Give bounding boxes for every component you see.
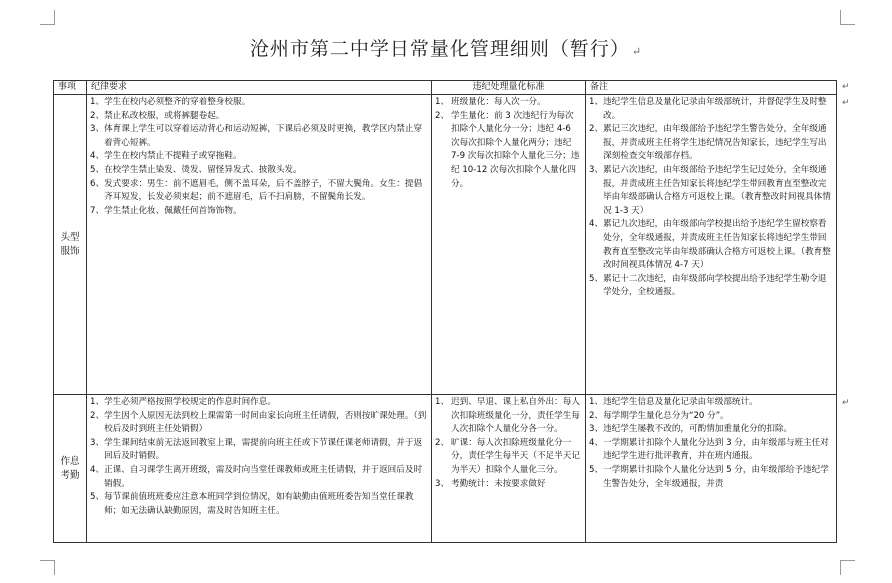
item-number: 2、 xyxy=(435,437,450,448)
list-item xyxy=(90,123,428,150)
item-text: 迟到、早退、课上私自外出：每人次扣除班级量化一分，责任学生每人次扣除个人量化分各一分。 xyxy=(451,397,580,435)
item-number: 4、 xyxy=(90,151,105,162)
item-text: 一学期累计扣除个人量化分达到 5 分，由年级部给予违纪学生警告处分，全年级通报，并责 xyxy=(603,464,829,489)
item-number: 1、 xyxy=(589,97,604,107)
table-row xyxy=(54,395,837,543)
item-text: 体育课上学生可以穿着运动背心和运动短裤，下课后必须及时更换，教学区内禁止穿着背心短裤。 xyxy=(104,124,423,148)
list-item xyxy=(90,110,428,124)
item-text: 在校学生禁止染发、烫发、留怪异发式、披散头发。 xyxy=(104,164,302,175)
item-number: 5、 xyxy=(589,273,604,284)
item-number: 1、 xyxy=(90,397,105,407)
list-item xyxy=(435,110,582,192)
list-item xyxy=(90,150,428,164)
item-number: 3、 xyxy=(435,478,450,489)
table-header-row xyxy=(54,81,837,95)
list-item xyxy=(90,491,428,518)
item-text: 学生禁止化妆、佩戴任何首饰饰物。 xyxy=(104,205,242,216)
list-item xyxy=(589,96,833,123)
item-number: 3、 xyxy=(589,424,604,435)
item-number: 5、 xyxy=(90,164,105,175)
notes-cell xyxy=(586,395,837,543)
list-item xyxy=(435,478,582,492)
page-corner-mark xyxy=(840,560,855,575)
requirements-cell xyxy=(87,395,432,543)
list-item xyxy=(589,410,833,424)
item-text: 学生必须严格按照学校规定的作息时间作息。 xyxy=(104,397,276,407)
item-number: 2、 xyxy=(90,410,105,421)
item-text: 学生在校内禁止不提鞋子或穿拖鞋。 xyxy=(104,151,242,162)
item-number: 3、 xyxy=(90,437,105,448)
item-text: 发式要求：男生：前不遮眉毛，侧不盖耳朵，后不盖脖子，不留大鬓角。女生：提倡齐耳短发，长发必须束起；前不遮眉毛，后不扫肩膀，不留鬓角长发。 xyxy=(104,178,423,203)
item-text: 每节课前值班班委应注意本班同学到位情况，如有缺勤由值班班委告知当堂任课教师；如无法确认缺勤原因，需及时告知班主任。 xyxy=(104,492,414,516)
item-text: 违纪学生信息及量化记录由年级部统计，并督促学生及时整改。 xyxy=(603,97,827,121)
standards-cell xyxy=(432,95,586,395)
item-number: 4、 xyxy=(589,437,604,448)
item-number: 1、 xyxy=(90,97,105,107)
item-number: 1、 xyxy=(589,397,604,407)
item-text: 每学期学生量化总分为“20 分”。 xyxy=(603,410,729,421)
list-item xyxy=(589,423,833,437)
list-item xyxy=(589,396,833,410)
item-text: 禁止私改校服，或将裤腿卷起。 xyxy=(104,110,225,121)
list-item xyxy=(589,273,833,300)
item-text: 违纪学生屡教不改的，可酌情加重量化分的扣除。 xyxy=(603,424,793,435)
page-corner-mark xyxy=(40,560,55,575)
item-number: 5、 xyxy=(589,464,604,475)
row-end-mark: ↵ xyxy=(842,98,850,108)
list-item xyxy=(589,123,833,164)
list-item xyxy=(90,178,428,205)
standards-cell xyxy=(432,395,586,543)
list-item xyxy=(90,437,428,464)
list-item xyxy=(90,396,428,410)
document-title xyxy=(0,34,892,61)
item-text: 违纪学生信息及量化记录由年级部统计。 xyxy=(603,397,758,407)
list-item xyxy=(90,464,428,491)
paragraph-mark: ↵ xyxy=(631,45,643,58)
item-text: 累记十二次违纪，由年级部向学校提出给予违纪学生勒令退学处分，全校通报。 xyxy=(603,273,827,298)
item-text: 学生因个人原因无法到校上课需第一时间由家长向班主任请假，否则按旷课处理。（到校后及时到班主任处销假） xyxy=(104,410,427,435)
item-text: 累记三次违纪，由年级部给予违纪学生警告处分，全年级通报，并责成班主任将学生违纪情况告知家长，违纪学生写出深刻检查交年级部存档。 xyxy=(603,124,827,162)
page-corner-mark xyxy=(840,10,855,25)
row-end-mark: ↵ xyxy=(842,82,850,92)
category-cell: 作息考勤 xyxy=(54,395,87,543)
item-number: 1、 xyxy=(435,397,450,407)
page-corner-mark xyxy=(40,10,55,25)
item-number: 3、 xyxy=(589,164,604,175)
header-standards: 违纪处理量化标准 xyxy=(432,81,586,95)
rules-table xyxy=(53,80,837,543)
list-item xyxy=(435,437,582,478)
item-text: 学生在校内必须整齐的穿着整身校服。 xyxy=(104,97,251,107)
item-number: 2、 xyxy=(90,110,105,121)
item-text: 一学期累计扣除个人量化分达到 3 分，由年级部与班主任对违纪学生进行批评教育，并在班内通报。 xyxy=(603,437,829,462)
item-number: 5、 xyxy=(90,492,105,503)
list-item xyxy=(589,464,833,491)
list-item xyxy=(90,205,428,219)
item-text: 考勤统计：未按要求做好 xyxy=(451,478,546,489)
list-item xyxy=(90,96,428,110)
list-item xyxy=(90,164,428,178)
category-cell: 头型服饰 xyxy=(54,95,87,395)
list-item xyxy=(589,437,833,464)
item-text: 累记九次违纪，由年级部向学校提出给予违纪学生留校察看处分，全年级通报，并责成班主任告知家长将违纪学生带回教育直至整改完毕由年级部确认合格方可返校上课。（教育整改时间视具体情况 4-7 天） xyxy=(603,219,831,271)
item-text: 班级量化：每人次一分。 xyxy=(451,97,546,107)
document-title-text: 沧州市第二中学日常量化管理细则（暂行） xyxy=(249,38,630,60)
list-item xyxy=(435,96,582,110)
item-text: 累记六次违纪，由年级部给予违纪学生记过处分，全年级通报，并责成班主任告知家长将违纪学生带回教育直至整改完毕由年级部确认合格方可返校上课。（教育整改时间视具体情况 1-3 天） xyxy=(603,164,831,216)
item-number: 6、 xyxy=(90,178,105,189)
row-end-mark: ↵ xyxy=(842,398,850,408)
header-category: 事项 xyxy=(54,81,87,95)
table-row xyxy=(54,95,837,395)
list-item xyxy=(589,164,833,218)
list-item xyxy=(589,218,833,272)
requirements-cell xyxy=(87,95,432,395)
item-text: 学生量化：前 3 次违纪行为每次扣除个人量化分一分；违纪 4-6 次每次扣除个人量化两分；违纪 7-9 次每次扣除个人量化三分；违纪 10-12 次每次扣除个人量化四分。 xyxy=(451,110,580,189)
item-number: 3、 xyxy=(90,124,105,135)
notes-cell xyxy=(586,95,837,395)
item-text: 学生课间结束前无法返回教室上课，需提前向班主任或下节课任课老师请假，并于返回后及时销假。 xyxy=(104,437,423,462)
item-number: 4、 xyxy=(90,464,105,475)
item-number: 2、 xyxy=(435,110,450,121)
list-item xyxy=(90,410,428,437)
item-number: 4、 xyxy=(589,219,604,230)
header-requirements: 纪律要求 xyxy=(87,81,432,95)
header-notes: 备注 xyxy=(586,81,837,95)
item-number: 2、 xyxy=(589,410,604,421)
item-number: 1、 xyxy=(435,97,450,107)
list-item xyxy=(435,396,582,437)
item-text: 旷课：每人次扣除班级量化分一分，责任学生每半天（不足半天记为半天）扣除个人量化三分。 xyxy=(451,437,580,475)
item-number: 2、 xyxy=(589,124,604,135)
item-number: 7、 xyxy=(90,205,105,216)
item-text: 正课、自习课学生离开班级，需及时向当堂任课教师或班主任请假，并于返回后及时销假。 xyxy=(104,464,423,489)
